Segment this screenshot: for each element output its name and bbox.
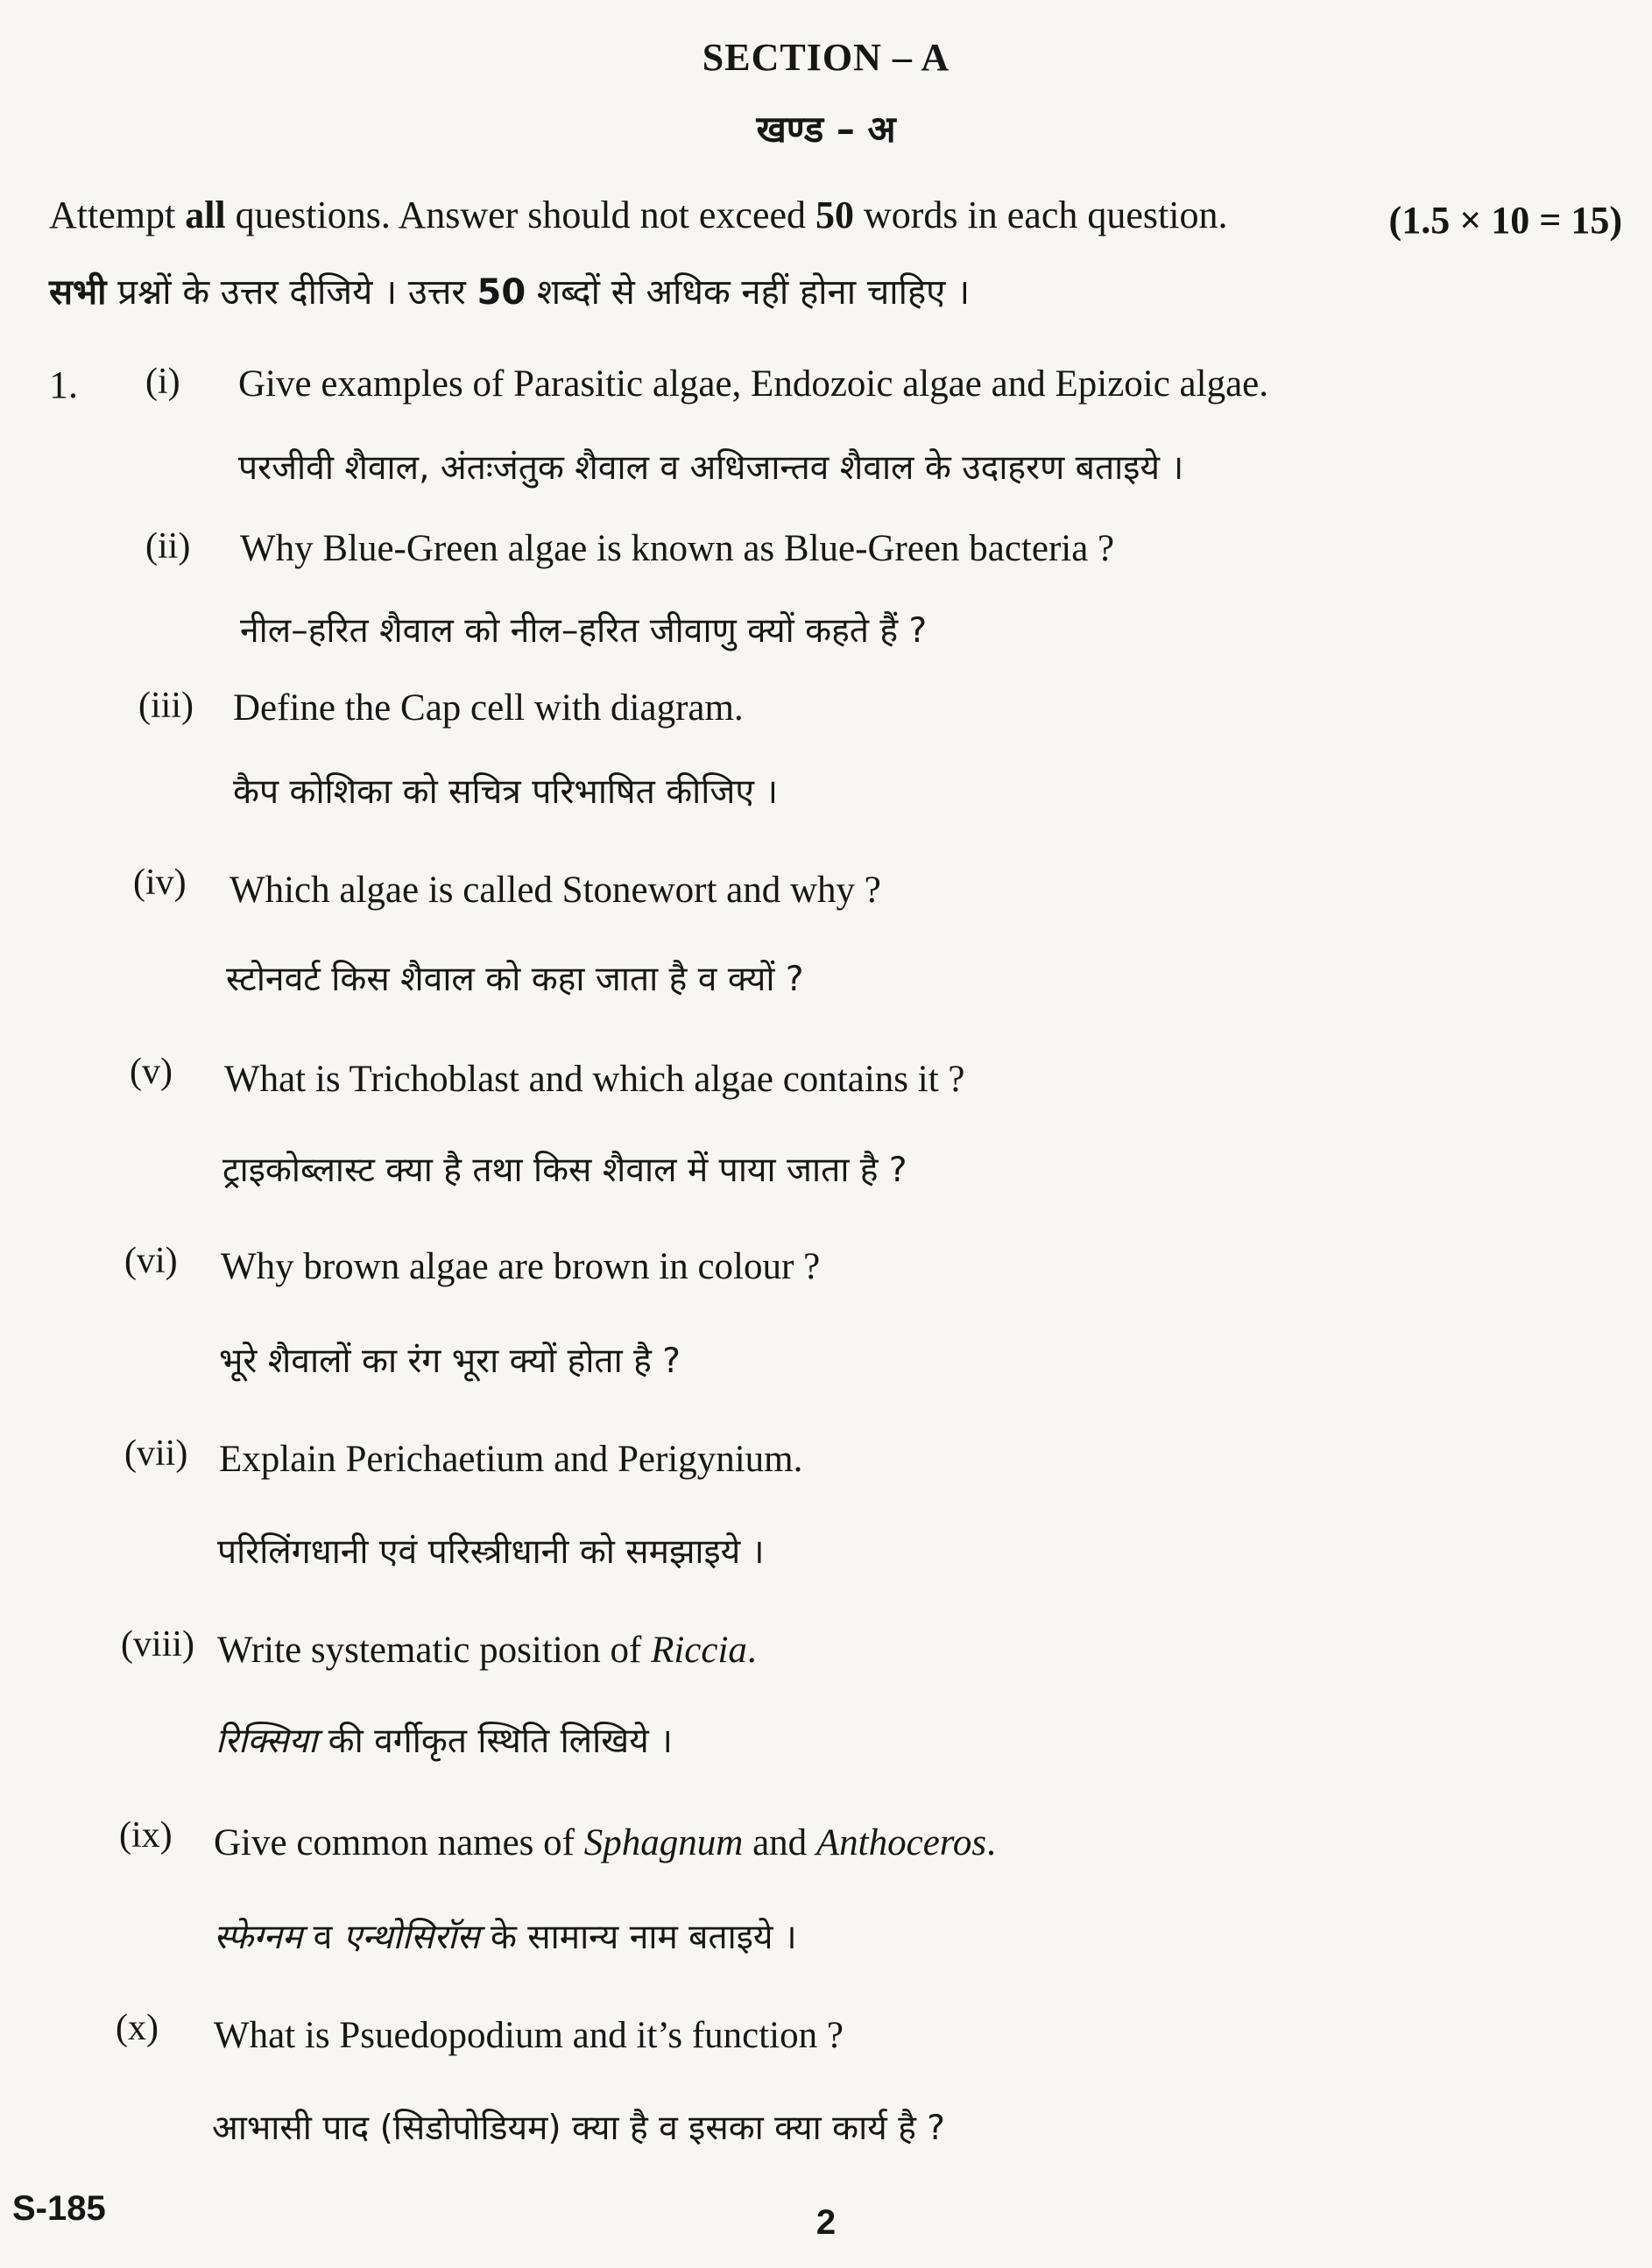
question-label: (x) [116, 2008, 159, 2048]
question-english: Give common names of Sphagnum and Anthoceros. [214, 1822, 996, 1863]
question-english: Why Blue-Green algae is known as Blue-Green bacteria ? [240, 528, 1115, 569]
question-hindi: कैप कोशिका को सचित्र परिभाषित कीजिए । [233, 772, 779, 812]
question-hindi: रिक्सिया की वर्गीकृत स्थिति लिखिये । [215, 1722, 673, 1761]
question-english: Give examples of Parasitic algae, Endozoic algae and Epizoic algae. [238, 363, 1269, 405]
section-title: SECTION – A [702, 36, 950, 79]
instructions-hindi: सभी प्रश्नों के उत्तर दीजिये । उत्तर 50 शब्दों से अधिक नहीं होना चाहिए । [49, 272, 971, 313]
question-label: (ii) [145, 526, 191, 567]
question-hindi: स्फेग्नम व एन्थोसिरॉस के सामान्य नाम बताइये । [214, 1918, 797, 1957]
question-label: (iv) [133, 863, 187, 903]
instructions-english: Attempt all questions. Answer should not exceed 50 words in each question. [49, 194, 1228, 236]
page-number: 2 [815, 2203, 837, 2242]
question-label: (viii) [121, 1624, 194, 1665]
question-number: 1. [49, 363, 78, 406]
question-hindi: ट्राइकोब्लास्ट क्या है तथा किस शैवाल में पाया जाता है ? [222, 1151, 907, 1190]
question-label: (iii) [138, 686, 194, 726]
question-english: Write systematic position of Riccia. [217, 1630, 757, 1671]
question-english: Which algae is called Stonewort and why ? [229, 870, 881, 911]
question-hindi: भूरे शैवालों का रंग भूरा क्यों होता है ? [219, 1342, 681, 1381]
question-english: What is Psuedopodium and it’s function ? [214, 2015, 844, 2056]
question-english: Why brown algae are brown in colour ? [221, 1246, 821, 1287]
question-english: Explain Perichaetium and Perigynium. [219, 1439, 803, 1480]
question-label: (ix) [119, 1815, 173, 1856]
question-hindi: परिलिंगधानी एवं परिस्त्रीधानी को समझाइये । [217, 1532, 765, 1572]
question-english: What is Trichoblast and which algae contains it ? [224, 1059, 965, 1100]
question-hindi: आभासी पाद (सिडोपोडियम) क्या है व इसका क्या कार्य है ? [212, 2109, 946, 2148]
question-label: (i) [145, 362, 180, 402]
question-label: (vii) [124, 1433, 188, 1474]
question-label: (v) [130, 1052, 173, 1092]
question-english: Define the Cap cell with diagram. [233, 687, 744, 729]
marks-allocation: (1.5 × 10 = 15) [1388, 199, 1622, 242]
question-hindi: स्टोनवर्ट किस शैवाल को कहा जाता है व क्यों ? [226, 960, 804, 999]
section-title-hindi: खण्ड – अ [756, 108, 896, 151]
paper-code: S-185 [12, 2189, 106, 2228]
question-label: (vi) [124, 1241, 178, 1281]
question-hindi: परजीवी शैवाल, अंतःजंतुक शैवाल व अधिजान्तव शैवाल के उदाहरण बताइये । [238, 448, 1184, 488]
question-hindi: नील–हरित शैवाल को नील–हरित जीवाणु क्यों कहते हैं ? [240, 611, 928, 651]
